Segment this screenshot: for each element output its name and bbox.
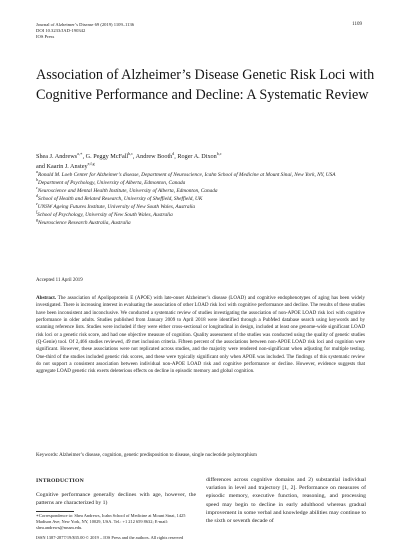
journal-metadata (36, 22, 134, 41)
author: G. Peggy McFall$^{b,c}$, (85, 150, 136, 160)
affiliation: $^b$Department of Psychology, University of Alberta, Edmonton, Canada (36, 177, 186, 186)
section-heading: INTRODUCTION (36, 478, 84, 484)
author-list (36, 152, 376, 171)
publisher: IOS Press (36, 34, 55, 40)
affiliations (36, 171, 366, 227)
affiliation: $^e$UNSW Ageing Futures Institute, University of New South Wales, Australia (36, 201, 196, 210)
keywords: Keywords: Alzheimer’s disease, cognition, genetic predisposition to disease, single nucleotide polymorphism (36, 452, 257, 458)
accepted-date: Accepted 11 April 2019 (36, 278, 83, 283)
author: Roger A. Dixon$^{b,c}$ (177, 150, 222, 160)
journal-citation: Journal of Alzheimer’s Disease 69 (2019) 1109–1136 (36, 22, 135, 27)
abstract-label: Abstract. (36, 295, 57, 301)
author: and Kaarin J. Anstey$^{e,f,g}$ (36, 160, 95, 170)
intro-column-left: Cognitive performance generally declines with age, however, the patterns are characterized by 1) (36, 492, 196, 507)
affiliation: $^f$School of Psychology, University of New South Wales, Australia (36, 209, 173, 218)
issn-line: ISSN 1387-2877/19/$35.00 © 2019 – IOS Press and the authors. All rights reserved (36, 535, 184, 540)
intro-column-right: differences across cognitive domains and 2) substantial individual variation in level and trajectory [1, 2]. Performance on measures of episodic memory, executive function, reasoning, and processing speed may begin to decline in early adulthood whereas gradual improvement in some verbal and knowledge abilities may continue to the sixth or seventh decade of (206, 477, 366, 525)
abstract (36, 295, 365, 376)
abstract-text: The association of Apolipoprotein E (APOE) with late-onset Alzheimer’s disease (LOAD) and cognitive endophenotypes of aging has been widely investigated. There is increasing interest in evaluating the association of other LOAD risk loci with cognitive performance and decline. The results of these studies have been inconsistent and inconclusive. We conducted a systematic review of studies investigating the association of non-APOE LOAD risk loci with cognitive performance in older adults. Studies published from January 2009 to April 2018 were identified through a PubMed database search using keywords and by scanning reference lists. Studies were included if they were either cross-sectional or longitudinal in design, included at least one genome-wide significant LOAD risk loci or a genetic risk score, and had one objective measure of cognition. Quality assessment of the studies was conducted using the quality of genetic studies (Q-Genie) tool. Of 2,466 studies reviewed, 49 met inclusion criteria. Fifteen percent of the associations between non-APOE LOAD risk loci and cognition were significant. However, these associations were not replicated across studies, and the majority were rendered non-significant when adjusting for multiple testing. One-third of the studies included genetic risk scores, and these were typically significant only when APOE was included. The findings of this systematic review do not support a consistent association between individual non-APOE LOAD risk and cognitive performance or decline. However, evidence suggests that aggregate LOAD genetic risk exerts deleterious effects on decline in episodic memory and global cognition. (36, 295, 365, 375)
doi: DOI 10.3233/JAD-190342 (36, 28, 86, 34)
article-title: Association of Alzheimer’s Disease Genetic Risk Loci with Cognitive Performance and Decline: A Systematic Review (36, 67, 375, 103)
correspondence-footnote: ∗Correspondence to: Shea Andrews, Icahn School of Medicine at Mount Sinai, 1425 Madison Ave; New York, NY, 10029, USA. Tel.: +1 212 659 8632; E-mail: shea.andrews@mssm.edu. (36, 513, 186, 530)
affiliation: $^d$School of Health and Related Research, University of Sheffield, Sheffield, UK (36, 193, 203, 202)
page-number: 1109 (352, 22, 362, 27)
footnote-divider (36, 511, 74, 512)
author: Andrew Booth$^d$, (135, 150, 178, 160)
affiliation: $^g$Neuroscience Research Australia, Australia (36, 217, 131, 226)
author: Shea J. Andrews$^{a,∗}$, (36, 150, 86, 160)
affiliation: $^c$Neuroscience and Mental Health Institute, University of Alberta, Edmonton, Canada (36, 185, 218, 194)
affiliation: $^a$Ronald M. Loeb Center for Alzheimer’s disease, Department of Neuroscience, Icahn School of Medicine at Mount Sinai, New York, NY, USA (36, 169, 336, 178)
